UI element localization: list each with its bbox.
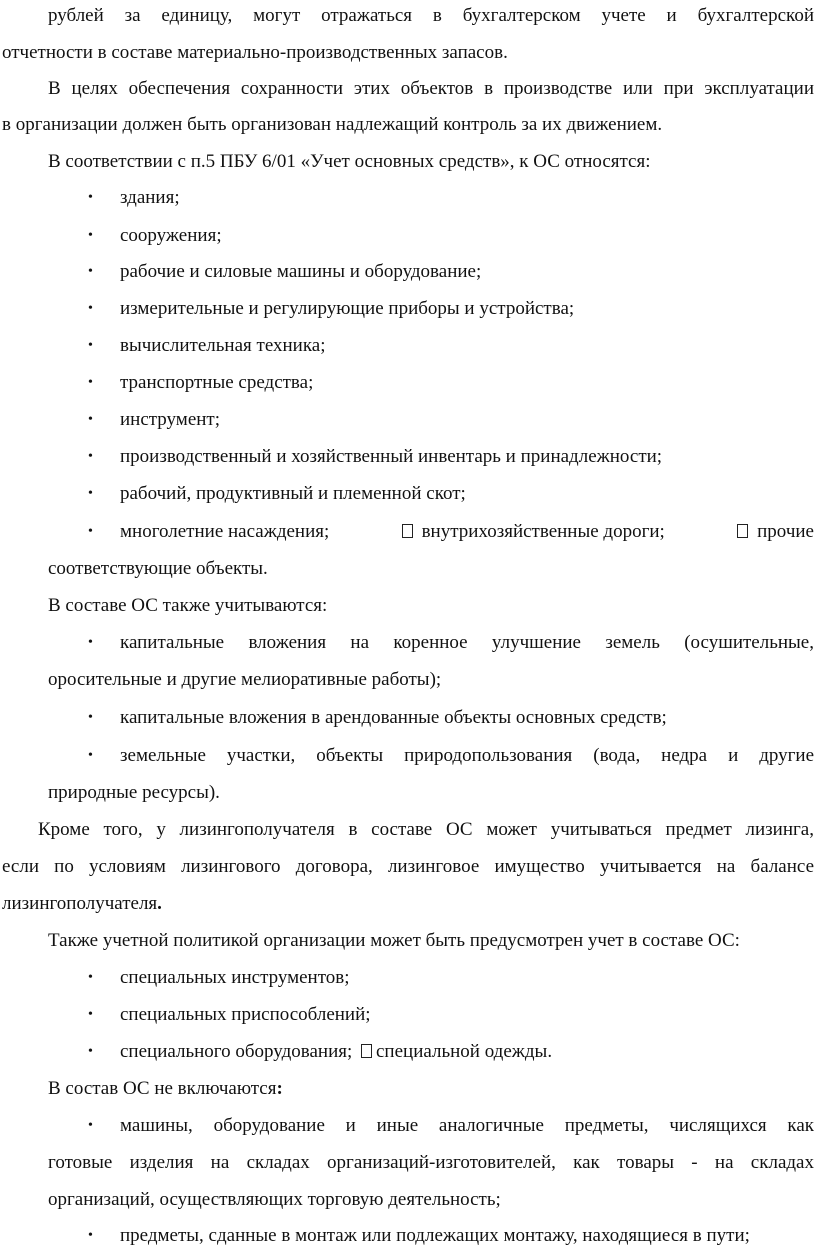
missing-glyph-box-icon	[737, 524, 748, 538]
paragraph-line: В целях обеспечения сохранности этих объектов в производстве или при эксплуатации	[48, 78, 814, 99]
paragraph-line: рублей за единицу, могут отражаться в бухгалтерском учете и бухгалтерской	[48, 5, 814, 26]
paragraph-text: .	[157, 893, 162, 914]
bullet-icon: •	[88, 190, 93, 205]
list-item	[88, 1224, 750, 1248]
paragraph-line	[48, 1077, 283, 1101]
paragraph-line: в организации должен быть организован надлежащий контроль за их движением.	[2, 114, 663, 135]
bullet-icon: •	[88, 449, 93, 464]
bullet-icon: •	[88, 524, 93, 539]
paragraph-line: готовые изделия на складах организаций-изготовителей, как товары - на складах	[48, 1152, 814, 1173]
list-item	[88, 186, 180, 210]
paragraph-line: Кроме того, у лизингополучателя в составе ОС может учитываться предмет лизинга,	[38, 819, 814, 840]
bullet-icon: •	[88, 375, 93, 390]
bullet-icon: •	[88, 338, 93, 353]
list-item-text: капитальные вложения в арендованные объекты основных средств;	[120, 707, 667, 728]
bullet-icon: •	[88, 412, 93, 427]
paragraph-text: В состав ОС не включаются	[48, 1078, 277, 1099]
list-item-text: транспортные средства;	[120, 372, 314, 393]
bullet-icon: •	[88, 1228, 93, 1243]
list-item-text: инструмент;	[120, 409, 221, 430]
list-item-text: внутрихозяйственные дороги;	[421, 521, 665, 542]
list-item	[88, 1040, 552, 1064]
list-item-text: здания;	[120, 187, 180, 208]
list-item	[88, 1114, 814, 1138]
list-item	[88, 631, 814, 655]
list-item	[88, 445, 662, 469]
paragraph-line: оросительные и другие мелиоративные работы);	[48, 669, 442, 690]
paragraph-line: отчетности в составе материально-производственных запасов.	[2, 42, 508, 63]
paragraph-line: соответствующие объекты.	[48, 558, 268, 579]
list-item	[88, 260, 481, 284]
bullet-icon: •	[88, 970, 93, 985]
bullet-icon: •	[88, 635, 93, 650]
list-item	[88, 520, 814, 544]
bullet-icon: •	[88, 228, 93, 243]
bullet-icon: •	[88, 301, 93, 316]
bullet-icon: •	[88, 748, 93, 763]
list-item-text: земельные участки, объекты природопользования (вода, недра и другие	[120, 745, 814, 766]
paragraph-text: лизингополучателя	[2, 893, 158, 914]
list-item	[88, 297, 574, 321]
paragraph-line: организаций, осуществляющих торговую деятельность;	[48, 1189, 501, 1210]
paragraph-line: природные ресурсы).	[48, 782, 220, 803]
list-item	[88, 1003, 371, 1027]
paragraph-line: В составе ОС также учитываются:	[48, 595, 328, 616]
list-item-text: специальной одежды.	[376, 1041, 553, 1062]
list-item-text: прочие	[757, 521, 814, 542]
list-item-text: предметы, сданные в монтаж или подлежащих монтажу, находящиеся в пути;	[120, 1225, 750, 1246]
bullet-icon: •	[88, 1044, 93, 1059]
missing-glyph-box-icon	[361, 1044, 372, 1058]
list-item-text: рабочие и силовые машины и оборудование;	[120, 261, 482, 282]
paragraph-line: если по условиям лизингового договора, лизинговое имущество учитывается на балансе	[2, 856, 814, 877]
list-item-text: капитальные вложения на коренное улучшение земель (осушительные,	[120, 632, 814, 653]
bullet-icon: •	[88, 486, 93, 501]
list-item	[88, 371, 313, 395]
list-item	[88, 706, 667, 730]
paragraph-text: :	[276, 1078, 283, 1099]
list-item	[88, 966, 350, 990]
list-item	[88, 482, 466, 506]
list-item	[88, 408, 220, 432]
paragraph-line: В соответствии с п.5 ПБУ 6/01 «Учет основных средств», к ОС относятся:	[48, 151, 651, 172]
list-item-text: вычислительная техника;	[120, 335, 326, 356]
missing-glyph-box-icon	[402, 524, 413, 538]
bullet-icon: •	[88, 710, 93, 725]
bullet-icon: •	[88, 1118, 93, 1133]
list-item	[88, 224, 222, 248]
list-item-text: производственный и хозяйственный инвентарь и принадлежности;	[120, 446, 663, 467]
paragraph-line	[2, 892, 162, 916]
bullet-icon: •	[88, 264, 93, 279]
list-item-text: специальных инструментов;	[120, 967, 350, 988]
list-item-text: измерительные и регулирующие приборы и устройства;	[120, 298, 575, 319]
bullet-icon: •	[88, 1007, 93, 1022]
list-item-text: рабочий, продуктивный и племенной скот;	[120, 483, 466, 504]
list-item-text: многолетние насаждения;	[120, 521, 330, 542]
list-item-text: сооружения;	[120, 225, 222, 246]
paragraph-line: Также учетной политикой организации может быть предусмотрен учет в составе ОС:	[48, 930, 740, 951]
list-item	[88, 334, 326, 358]
list-item-text: специальных приспособлений;	[120, 1004, 371, 1025]
list-item-text: машины, оборудование и иные аналогичные предметы, числящихся как	[120, 1115, 814, 1136]
list-item	[88, 744, 814, 768]
list-item-text: специального оборудования;	[120, 1041, 353, 1062]
